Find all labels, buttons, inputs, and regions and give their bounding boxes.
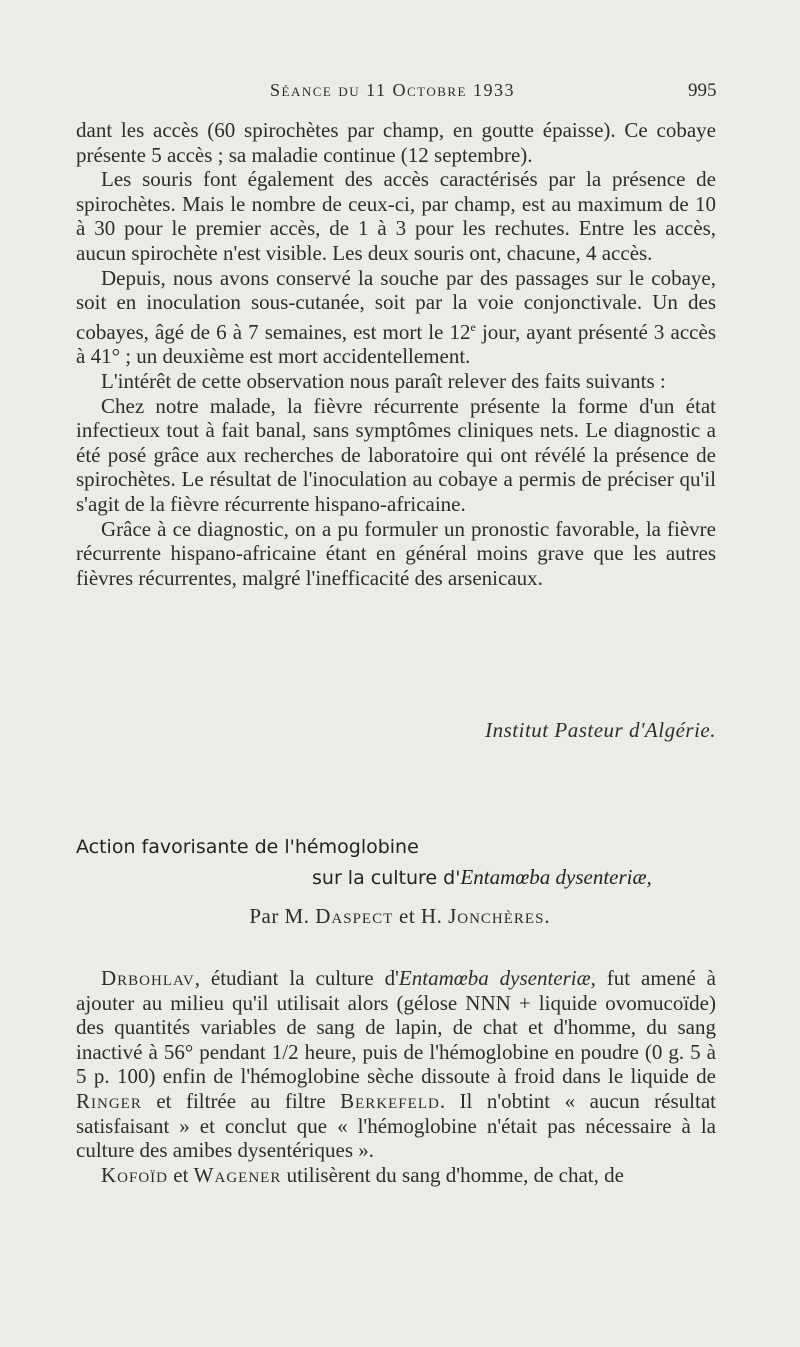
- paragraph: [76, 266, 716, 369]
- author-name: Daspect: [315, 904, 394, 928]
- text-run: fut amené à ajouter au milieu qu'il utilisait alors (gélose NNN + liquide ovomucoïde) des quantités variables de sang de lapin, de chat et d'homme, du sang inactivé à 56° pendant 1/2 heure, puis de l'hémoglobine en poudre (0 g. 5 à 5 p. 100) enfin de l'hémoglobine sèche dissoute à froid dans le liquide de: [76, 966, 716, 1089]
- page-number: 995: [688, 80, 717, 101]
- text-run: Depuis, nous avons conservé la souche par des passages sur le cobaye, soit en inoculation sous-cutanée, soit par la voie conjonctivale. Un des cobayes, âgé de 6 à 7 semaines, est mort le 12: [76, 265, 716, 344]
- paragraph: L'intérêt de cette observation nous paraît relever des faits suivants :: [101, 368, 666, 393]
- paragraph: Grâce à ce diagnostic, on a pu formuler un pronostic favorable, la fièvre récurrente hispano-africaine étant en général moins grave que les autres fièvres récurrentes, malgré l'inefficacité des arsenicaux.: [76, 516, 716, 590]
- title-line-2: [76, 862, 726, 893]
- cited-author: Wagener: [193, 1162, 282, 1187]
- title-line-1: Action favorisante de l'hémoglobine: [76, 836, 419, 858]
- paragraph: dant les accès (60 spirochètes par champ, en goutte épaisse). Ce cobaye présente 5 accès ; sa maladie continue (12 septembre).: [76, 118, 716, 167]
- authors-par: Par M.: [249, 904, 316, 928]
- cited-author: Berkefeld: [340, 1088, 440, 1113]
- species-name: Entamœba dysenteriæ,: [398, 966, 596, 990]
- authors-and: et H.: [393, 904, 449, 928]
- paragraph: [76, 1163, 716, 1188]
- superscript: e: [470, 319, 476, 334]
- paragraph: [76, 966, 716, 1163]
- paragraph: Les souris font également des accès caractérisés par la présence de spirochètes. Mais le nombre de ceux-ci, par champ, est au maximum de 10 à 30 pour le premier accès, de 1 à 3 pour les rechutes. Entre les accès, aucun spirochète n'est visible. Les deux souris ont, chacune, 4 accès.: [76, 167, 716, 265]
- text-run: , étudiant la culture d': [194, 966, 399, 990]
- text-run: jour, ayant présenté 3 accès à 41° ; un deuxième est mort accidentellement.: [76, 319, 716, 369]
- cited-author: Ringer: [76, 1088, 142, 1113]
- text-run: et: [168, 1162, 194, 1187]
- cited-author: Drbohlav: [101, 966, 195, 990]
- title-species: Entamœba dysenteriæ,: [460, 865, 652, 889]
- article-title: [76, 832, 726, 893]
- section-spirochetes-text: [76, 118, 716, 590]
- author-name: Jonchères.: [448, 904, 551, 928]
- text-run: et filtrée au filtre: [141, 1088, 341, 1113]
- running-head: [0, 80, 800, 110]
- cited-author: Kofoïd: [101, 1162, 169, 1187]
- section-hemoglobin-text: [76, 966, 716, 1187]
- authors-line: [0, 904, 800, 929]
- institution-signature: Institut Pasteur d'Algérie.: [485, 718, 716, 742]
- paragraph: Chez notre malade, la fièvre récurrente présente la forme d'un état infectieux tout à fait banal, sans symptômes cliniques nets. Le diagnostic a été posé grâce aux recherches de laboratoire qui ont révélé la présence de spirochètes. Le résultat de l'inoculation au cobaye a permis de préciser qu'il s'agit de la fièvre récurrente hispano-africaine.: [76, 393, 716, 516]
- text-run: utilisèrent du sang d'homme, de chat, de: [281, 1162, 624, 1187]
- running-title: Séance du 11 Octobre 1933: [270, 80, 515, 100]
- text-run: . Il n'obtint « aucun résultat satisfaisant » et conclut que « l'hémoglobine n'était pas nécessaire à la culture des amibes dysentériques ».: [76, 1088, 716, 1163]
- title-text: sur la culture d': [312, 867, 461, 889]
